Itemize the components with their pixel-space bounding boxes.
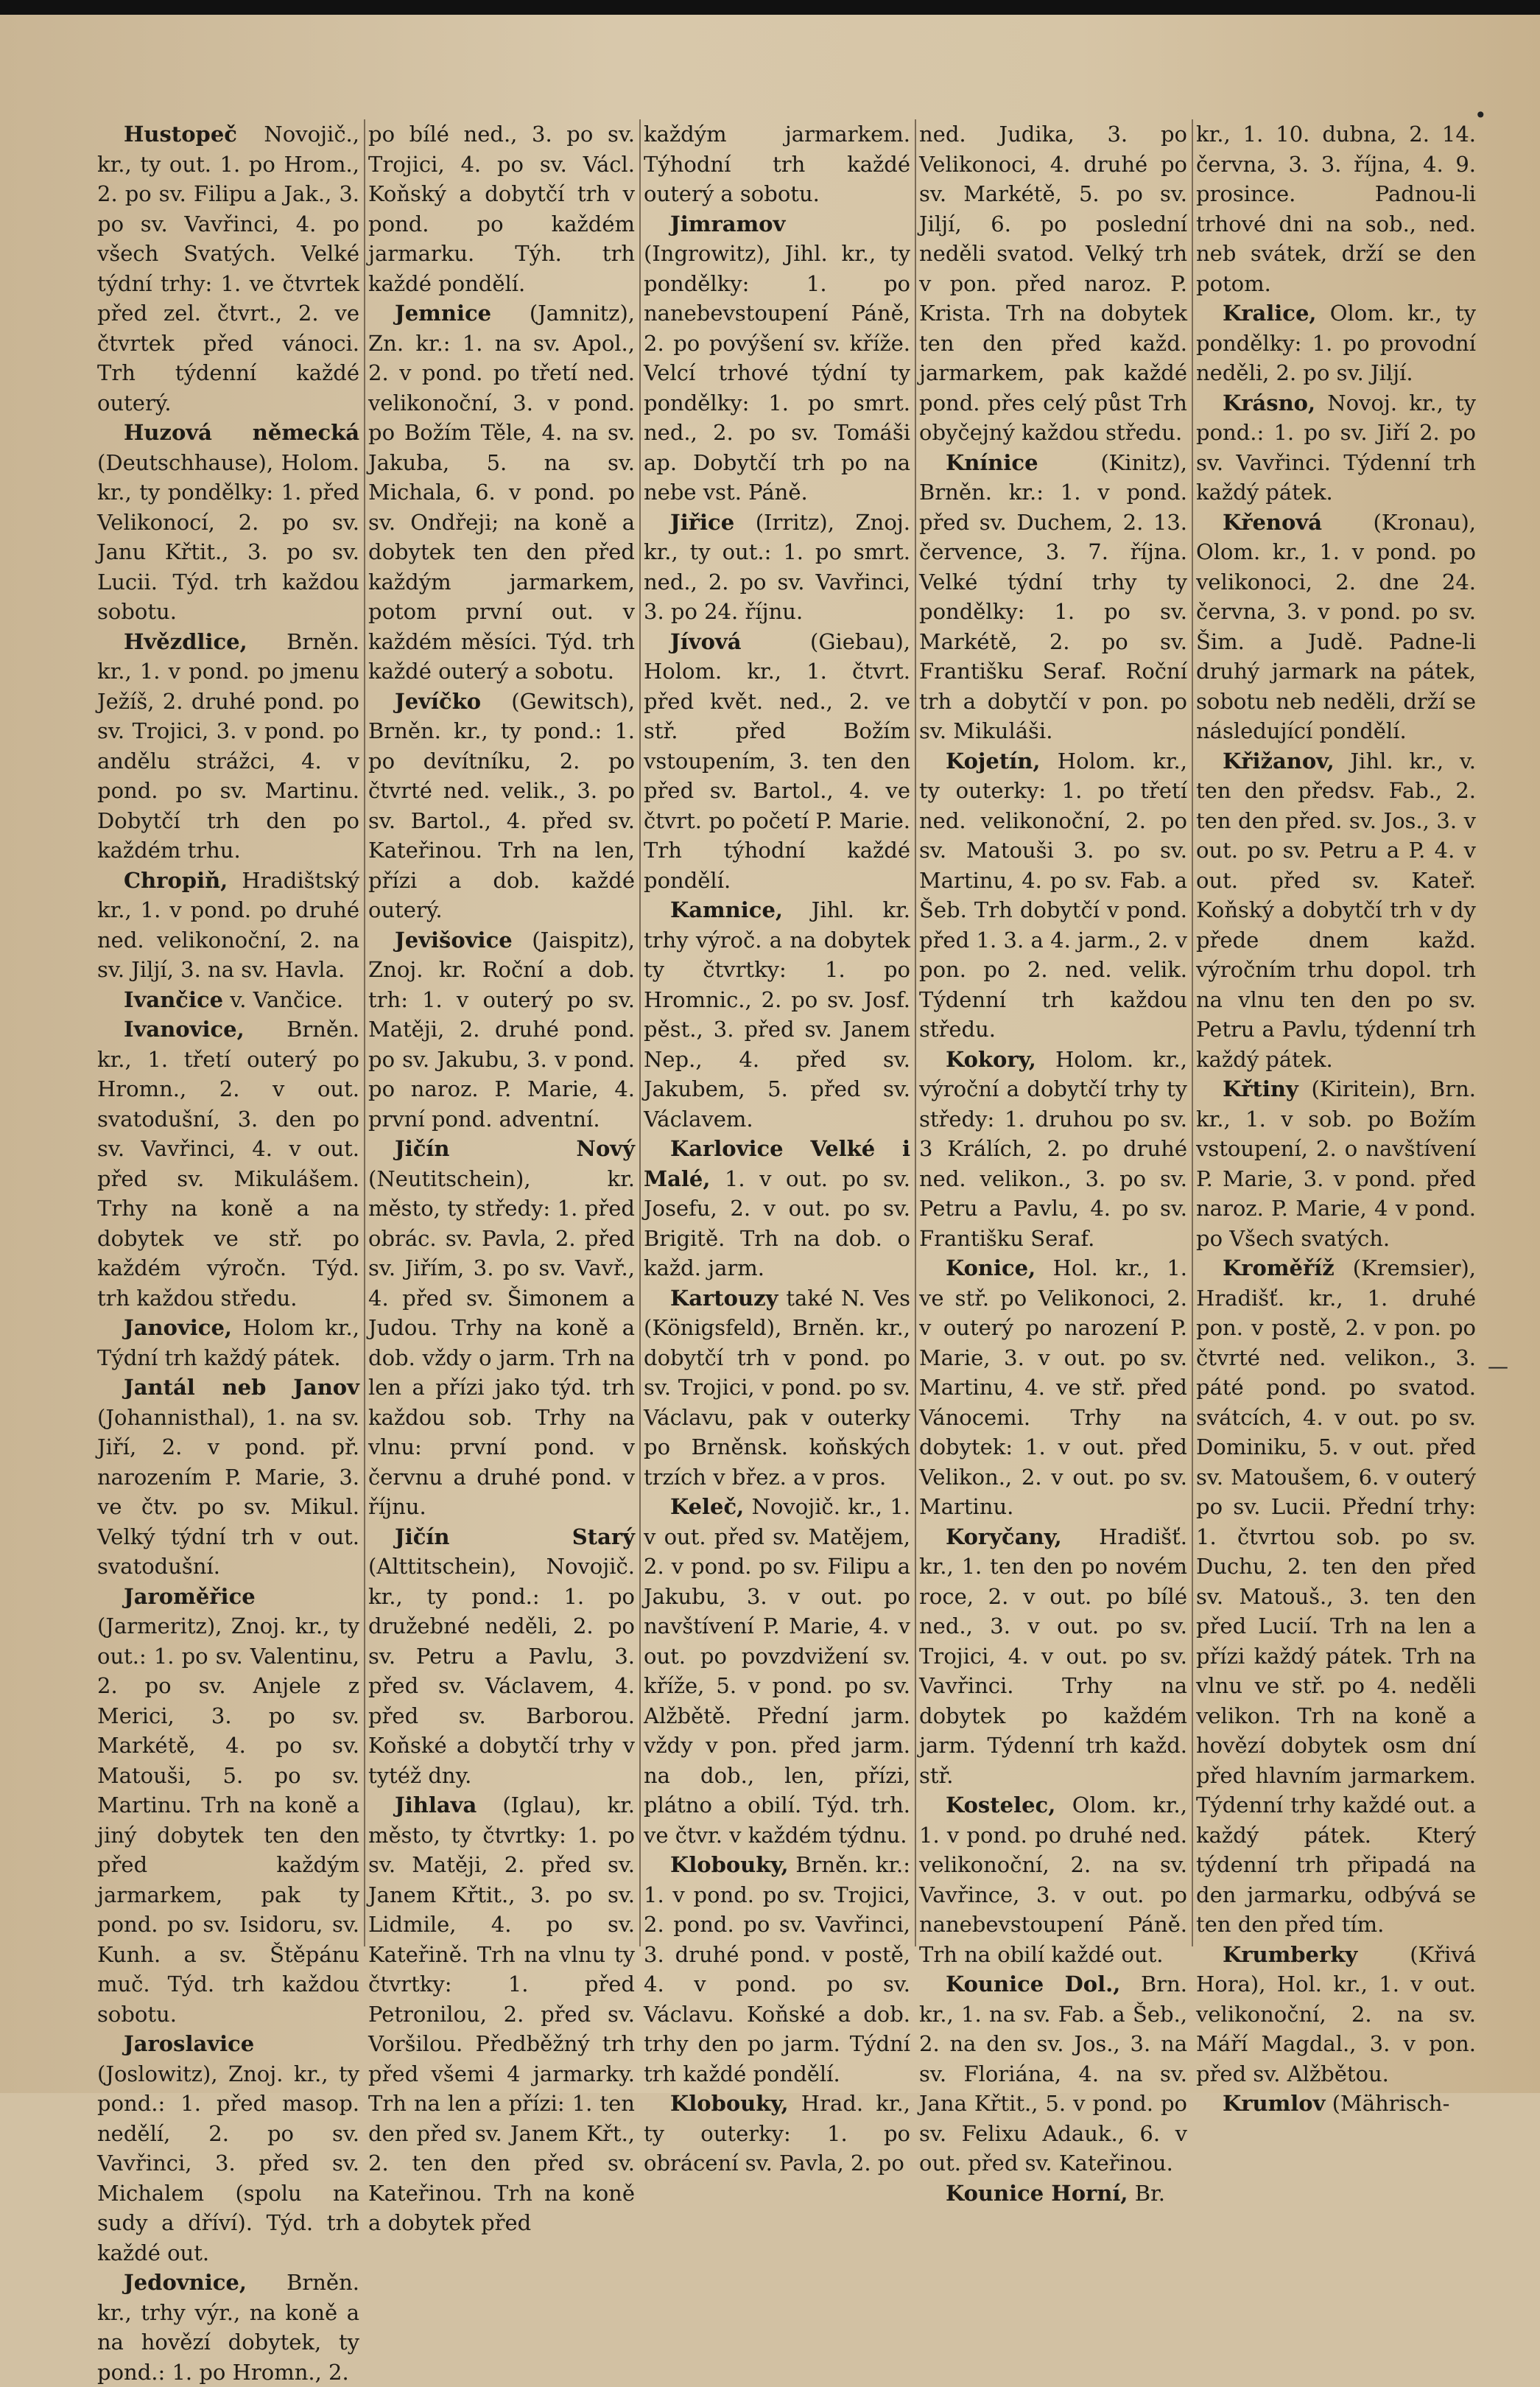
market-entry (1193, 1074, 1480, 1253)
entry-text: Holom kr., Týdní trh každý pátek. (97, 1315, 359, 1370)
entry-text: Brněn. kr., 1. v pond. po jmenu Ježíš, 2. druhé pond. po sv. Trojici, 3. v pond. po andělu strážci, 4. v pond. po sv. Martinu. Dobytčí trh den po každém trhu. (97, 628, 359, 863)
entry-text: Brn. kr., 1. na sv. Fab. a Šeb., 2. na den sv. Jos., 3. na sv. Floriána, 4. na sv. Jana Křtit., 5. v pond. po sv. Felixu Adauk., 6. v out. před sv. Kateřinou. (919, 1971, 1187, 2176)
market-entry (1193, 1940, 1480, 2089)
margin-dash-mark: — (1488, 1354, 1508, 1378)
entry-text: Novojič. kr., 1. v out. před sv. Matějem, 2. v pond. po sv. Filipu a Jakubu, 3. v out. po navštívení P. Marie, 4. v out. po povzdvižení sv. kříže, 5. v pond. po sv. Alžbětě. Přední jarm. vždy v pon. před jarm. na dob., len, přízi, plátno a obilí. Týd. trh. ve čtvr. v každém týdnu. (644, 1494, 910, 1848)
market-entry (365, 298, 639, 687)
entry-headword: Kounice Horní, (946, 2180, 1128, 2206)
entry-text: (Ingrowitz), Jihl. kr., ty pondělky: 1. po nanebevstoupení Páně, 2. po povýšení sv. kříže. Velcí trhové týdní ty pondělky: 1. po smrt. ned., 2. po sv. Tomáši ap. Dobytčí trh po na nebe vst. Páně. (644, 241, 910, 505)
entry-headword: Keleč, (670, 1494, 745, 1519)
market-entry (641, 1492, 915, 1850)
entry-text: (Kiritein), Brn. kr., 1. v sob. po Božím vstoupení, 2. o navštívení P. Marie, 3. v pond. před naroz. P. Marie, 4 v pond. po Všech svatých. (1196, 1076, 1476, 1251)
top-border (0, 0, 1540, 15)
entry-headword: Jantál neb Janov (124, 1375, 359, 1400)
market-entry (1193, 388, 1480, 508)
entry-headword: Huzová německá (124, 420, 359, 445)
entry-text: (Jamnitz), Zn. kr.: 1. na sv. Apol., 2. v pond. po třetí ned. velikonoční, 3. v pond. po Božím Těle, 4. na sv. Jakuba, 5. na sv. Michala, 6. v pond. po sv. Ondřeji; na koně a dobytek ten den před každým jarmarkem, potom první out. v každém měsíci. Týd. trh každé outerý a sobotu. (368, 301, 635, 684)
entry-text: po bílé ned., 3. po sv. Trojici, 4. po sv. Václ. Koňský a dobytčí trh v pond. po každém jarmarku. Týh. trh každé pondělí. (368, 122, 635, 296)
entry-text: 1. v out. po sv. Josefu, 2. v out. po sv. Brigitě. Trh na dob. o každ. jarm. (644, 1166, 910, 1280)
entry-text: (Kremsier), Hradišť. kr., 1. druhé pon. v postě, 2. v pon. po čtvrté ned. velikon., 3. páté pond. po svatod. svátcích, 4. v out. po sv. Dominiku, 5. v out. před sv. Matoušem, 6. v outerý po sv. Lucii. Přední trhy: 1. čtvrtou sob. po sv. Duchu, 2. ten den před sv. Matouš., 3. ten den před Lucií. Trh na len a přízi každý pátek. Trh na vlnu ve stř. po 4. neděli velikon. Trh na koně a hovězí dobytek osm dní před hlavním jarmarkem. Týdenní trhy každé out. a každý pátek. Který týdenní trh připadá na den jarmarku, odbývá se ten den před tím. (1196, 1255, 1476, 1937)
entry-headword: Kralice, (1223, 301, 1317, 326)
entry-headword: Jičín Starý (395, 1524, 635, 1549)
entry-headword: Jívová (670, 628, 742, 654)
entry-text: Hol. kr., 1. ve stř. po Velikonoci, 2. v outerý po narození P. Marie, 3. v out. po sv. Martinu, 4. ve stř. před Vánocemi. Trhy na dobytek: 1. v out. před Velikon., 2. v out. po sv. Martinu. (919, 1255, 1187, 1519)
entry-headword: Kounice Dol., (946, 1971, 1121, 1997)
market-entry (916, 1790, 1192, 1969)
market-entry (1193, 298, 1480, 388)
entry-text: (Neutitschein), kr. město, ty středy: 1. před obrác. sv. Pavla, 2. před sv. Jiřím, 3. po sv. Vavř., 4. před sv. Šimonem a Judou. Trhy na koně a dob. vždy o jarm. Trh na len a přízi jako týd. trh každou sob. Trhy na vlnu: první pond. v červnu a druhé pond. v říjnu. (368, 1166, 635, 1519)
entry-text: (Deutschhause), Holom. kr., ty pondělky: 1. před Velikonocí, 2. po sv. Janu Křtit., 3. po sv. Lucii. Týd. trh každou sobotu. (97, 449, 359, 624)
market-entry (365, 119, 639, 298)
market-entry (641, 1134, 915, 1283)
entry-headword: Kroměříž (1223, 1255, 1335, 1280)
entry-text: Jihl. kr. trhy výroč. a na dobytek ty čtvrtky: 1. po Hromnic., 2. po sv. Josf. pěst., 3. před sv. Janem Nep., 4. před sv. Jakubem, 5. před sv. Václavem. (644, 897, 910, 1132)
market-entry (365, 1522, 639, 1791)
market-entry (94, 1373, 364, 1582)
market-entry (94, 1313, 364, 1373)
entry-text: (Irritz), Znoj. kr., ty out.: 1. po smrt. ned., 2. po sv. Vavřinci, 3. po 24. říjnu. (644, 509, 910, 624)
market-entry (641, 2089, 915, 2179)
entry-text: (Gewitsch), Brněn. kr., ty pond.: 1. po devítníku, 2. po čtvrté ned. velik., 3. po sv. Bartol., 4. před sv. Kateřinou. Trh na len, přízi a dob. každé outerý. (368, 688, 635, 922)
market-entry (916, 1253, 1192, 1522)
column-3 (641, 119, 916, 2176)
entry-headword: Chropiň, (124, 867, 228, 893)
entry-headword: Kamnice, (670, 897, 783, 922)
entry-headword: Koryčany, (946, 1524, 1062, 1549)
entry-headword: Ivanovice, (124, 1017, 245, 1042)
entry-headword: Křtiny (1223, 1076, 1298, 1101)
entry-text: Novoj. kr., ty pond.: 1. po sv. Jiří 2. po sv. Vavřinci. Týdenní trh každý pátek. (1196, 390, 1476, 505)
entry-headword: Jiřice (670, 509, 735, 535)
market-entry (365, 1790, 639, 2238)
entry-text: v. Vančice. (223, 986, 344, 1012)
entry-headword: Jevišovice (395, 927, 513, 953)
market-entry (94, 866, 364, 985)
market-entry (1193, 746, 1480, 1075)
market-entry (916, 119, 1192, 448)
market-entry (916, 746, 1192, 1045)
market-entry (641, 1283, 915, 1493)
scanned-page (0, 15, 1540, 2385)
entry-headword: Knínice (946, 449, 1038, 475)
market-entry (641, 508, 915, 627)
column-5 (1193, 119, 1480, 2116)
entry-headword: Jihlava (395, 1792, 477, 1818)
market-entry (365, 925, 639, 1135)
entry-headword: Jimramov (670, 211, 786, 236)
text-columns (94, 119, 1483, 2385)
margin-dot-mark: • (1474, 103, 1487, 127)
market-entry (365, 1134, 639, 1522)
entry-text: (Kronau), Olom. kr., 1. v pond. po velikonoci, 2. dne 24. června, 3. v pond. po sv. Šim. a Judě. Padne-li druhý jarmark na pátek, sobotu neb neděli, drží se následující pondělí. (1196, 509, 1476, 743)
market-entry (94, 2268, 364, 2387)
entry-text: (Křivá Hora), Hol. kr., 1. v out. velikonoční, 2. na sv. Máří Magdal., 3. v pon. před sv. Alžbětou. (1196, 1941, 1476, 2086)
market-entry (1193, 119, 1480, 298)
entry-text: (Giebau), Holom. kr., 1. čtvrt. před květ. ned., 2. ve stř. před Božím vstoupením, 3. ten den před sv. Bartol., 4. ve čtvrt. po početí P. Marie. Trh týhodní každé pondělí. (644, 628, 910, 893)
entry-text: Holom. kr., výroční a dobytčí trhy ty středy: 1. druhou po sv. 3 Králích, 2. po druhé ned. velikon., 3. po sv. Petru a Pavlu, 4. po sv. Františku Seraf. (919, 1046, 1187, 1251)
entry-headword: Kokory, (946, 1046, 1036, 1072)
market-entry (94, 1582, 364, 2030)
entry-headword: Hvězdlice, (124, 628, 247, 654)
entry-text: Hradišť. kr., 1. ten den po novém roce, 2. v out. po bílé ned., 3. v out. po sv. Trojici, 4. v out. po sv. Vavřinci. Trhy na dobytek po každém jarm. Týdenní trh každ. stř. (919, 1524, 1187, 1788)
entry-headword: Karlovice Velké i Malé, (644, 1136, 910, 1191)
entry-headword: Jičín Nový (395, 1136, 635, 1161)
entry-text: Hradištský kr., 1. v pond. po druhé ned. velikonoční, 2. na sv. Jiljí, 3. na sv. Havla. (97, 867, 359, 982)
market-entry (365, 687, 639, 925)
entry-headword: Křenová (1223, 509, 1323, 535)
column-4 (916, 119, 1193, 2206)
market-entry (94, 985, 364, 1015)
market-entry (94, 627, 364, 866)
entry-text: Holom. kr., ty outerky: 1. po třetí ned. velikonoční, 2. po sv. Matouši 3. po sv. Martinu, 4. po sv. Fab. a Šeb. Trh dobytčí v pond. před 1. 3. a 4. jarm., 2. v pon. po 2. ned. velik. Týdenní trh každou středu. (919, 748, 1187, 1042)
market-entry (641, 209, 915, 508)
entry-text: Olom. kr., ty pondělky: 1. po provodní neděli, 2. po sv. Jiljí. (1196, 301, 1476, 385)
entry-text: (Joslowitz), Znoj. kr., ty pond.: 1. před masop. nedělí, 2. po sv. Vavřinci, 3. před sv. Michalem (spolu na sudy a dříví). Týd. trh každé out. (97, 2061, 359, 2265)
market-entry (916, 448, 1192, 746)
entry-headword: Janovice, (124, 1315, 233, 1340)
entry-text: (Iglau), kr. město, ty čtvrtky: 1. po sv. Matěji, 2. před sv. Janem Křtit., 3. po sv. Lidmile, 4. po sv. Kateřině. Trh na vlnu ty čtvrtky: 1. před Petronilou, 2. před sv. Voršilou. Předběžný trh před všemi 4 jarmarky. Trh na len a přízi: 1. ten den před sv. Janem Křt., 2. ten den před sv. Kateřinou. Trh na koně a dobytek před (368, 1792, 635, 2235)
entry-headword: Kojetín, (946, 748, 1041, 774)
column-2 (365, 119, 641, 2235)
entry-headword: Hustopeč (124, 122, 237, 147)
market-entry (916, 1045, 1192, 1254)
entry-headword: Kostelec, (946, 1792, 1056, 1818)
entry-headword: Křižanov, (1223, 748, 1335, 774)
entry-text: Jihl. kr., v. ten den předsv. Fab., 2. ten den před. sv. Jos., 3. v out. po sv. Petru a P. 4. v out. před sv. Kateř. Koňský a dobytčí trh v dy přede dnem každ. výročním trhu dopol. trh na vlnu ten den po sv. Petru a Pavlu, týdenní trh každý pátek. (1196, 748, 1476, 1072)
entry-text: Br. (1128, 2180, 1165, 2206)
entry-headword: Jaroměřice (124, 1583, 256, 1609)
entry-headword: Klobouky, (670, 2091, 789, 2116)
entry-headword: Jedovnice, (124, 2270, 247, 2295)
entry-headword: Krumberky (1223, 1941, 1358, 1967)
entry-headword: Jevíčko (395, 688, 482, 714)
market-entry (94, 1014, 364, 1313)
entry-text: (Alttitschein), Novojič. kr., ty pond.: 1. po družebné neděli, 2. po sv. Petru a Pavlu, 3. před sv. Václavem, 4. před sv. Barborou. Koňské a dobytčí trhy v tytéž dny. (368, 1554, 635, 1788)
entry-text: Olom. kr., 1. v pond. po druhé ned. velikonoční, 2. na sv. Vavřince, 3. v out. po nanebevstoupení Páně. Trh na obilí každé out. (919, 1792, 1187, 1967)
market-entry (916, 2179, 1192, 2209)
entry-headword: Krumlov (1223, 2091, 1326, 2116)
market-entry (1193, 2089, 1480, 2119)
market-entry (916, 1522, 1192, 1791)
market-entry (641, 895, 915, 1134)
entry-text: (Jarmeritz), Znoj. kr., ty out.: 1. po sv. Valentinu, 2. po sv. Anjele z Merici, 3. po sv. Markétě, 4. po sv. Matouši, 5. po sv. Martinu. Trh na koně a jiný dobytek ten den před každým jarmarkem, pak ty pond. po sv. Isidoru, sv. Kunh. a sv. Štěpánu muč. Týd. trh každou sobotu. (97, 1613, 359, 2027)
entry-text: každým jarmarkem. Týhodní trh každé outerý a sobotu. (644, 122, 910, 206)
market-entry (641, 627, 915, 896)
entry-text: také N. Ves (Königsfeld), Brněn. kr., dobytčí trh v pond. po sv. Trojici, v pond. po sv. Václavu, pak v outerky po Brněnsk. koňských trzích v břez. a v pros. (644, 1285, 910, 1490)
entry-text: ned. Judika, 3. po Velikonoci, 4. druhé po sv. Markétě, 5. po sv. Jiljí, 6. po poslední neděli svatod. Velký trh v pon. před naroz. P. Krista. Trh na dobytek ten den před každ. jarmarkem, pak každé pond. přes celý půst Trh obyčejný každou středu. (919, 122, 1187, 445)
entry-headword: Ivančice (124, 986, 224, 1012)
entry-headword: Jemnice (395, 301, 492, 326)
market-entry (916, 1969, 1192, 2179)
entry-headword: Kartouzy (670, 1285, 778, 1311)
entry-text: (Mährisch- (1325, 2091, 1450, 2116)
market-entry (94, 2029, 364, 2268)
entry-text: (Johannisthal), 1. na sv. Jiří, 2. v pond. př. narozením P. Marie, 3. ve čtv. po sv. Mikul. Velký týdní trh v out. svatodušní. (97, 1404, 359, 1579)
entry-text: (Kinitz), Brněn. kr.: 1. v pond. před sv. Duchem, 2. 13. července, 3. 7. října. Velké týdní trhy ty pondělky: 1. po sv. Markétě, 2. po sv. Františku Seraf. Roční trh a dobytčí v pon. po sv. Mikuláši. (919, 449, 1187, 743)
market-entry (1193, 1253, 1480, 1940)
market-entry (1193, 508, 1480, 746)
entry-headword: Konice, (946, 1255, 1036, 1280)
entry-text: (Jaispitz), Znoj. kr. Roční a dob. trh: 1. v outerý po sv. Matěji, 2. druhé pond. po sv. Jakubu, 3. v pond. po naroz. P. Marie, 4. první pond. adventní. (368, 927, 635, 1132)
market-entry (641, 1850, 915, 2089)
column-1 (94, 119, 365, 2385)
market-entry (94, 119, 364, 418)
entry-headword: Klobouky, (670, 1852, 789, 1877)
entry-text: Novojič., kr., ty out. 1. po Hrom., 2. po sv. Filipu a Jak., 3. po sv. Vavřinci, 4. po všech Svatých. Velké týdní trhy: 1. ve čtvrtek před zel. čtvrt., 2. ve čtvrtek před vánoci. Trh týdenní každé outerý. (97, 122, 359, 416)
entry-text: Brněn. kr.: 1. v pond. po sv. Trojici, 2. pond. po sv. Vavřinci, 3. druhé pond. v postě, 4. v pond. po sv. Václavu. Koňské a dob. trhy den po jarm. Týdní trh každé pondělí. (644, 1852, 910, 2086)
market-entry (641, 119, 915, 209)
entry-text: Hrad. kr., ty outerky: 1. po obrácení sv. Pavla, 2. po (644, 2091, 910, 2176)
entry-headword: Jaroslavice (124, 2031, 255, 2056)
entry-text: kr., 1. 10. dubna, 2. 14. června, 3. 3. října, 4. 9. prosince. Padnou-li trhové dni na sob., ned. neb svátek, drží se den potom. (1196, 122, 1476, 296)
entry-text: Brněn. kr., trhy výr., na koně a na hovězí dobytek, ty pond.: 1. po Hromn., 2. (97, 2270, 359, 2385)
entry-headword: Krásno, (1223, 390, 1316, 416)
market-entry (94, 418, 364, 627)
entry-text: Brněn. kr., 1. třetí outerý po Hromn., 2. v out. svatodušní, 3. den po sv. Vavřinci, 4. v out. před sv. Mikulášem. Trhy na koně a na dobytek ve stř. po každém výročn. Týd. trh každou středu. (97, 1017, 359, 1311)
